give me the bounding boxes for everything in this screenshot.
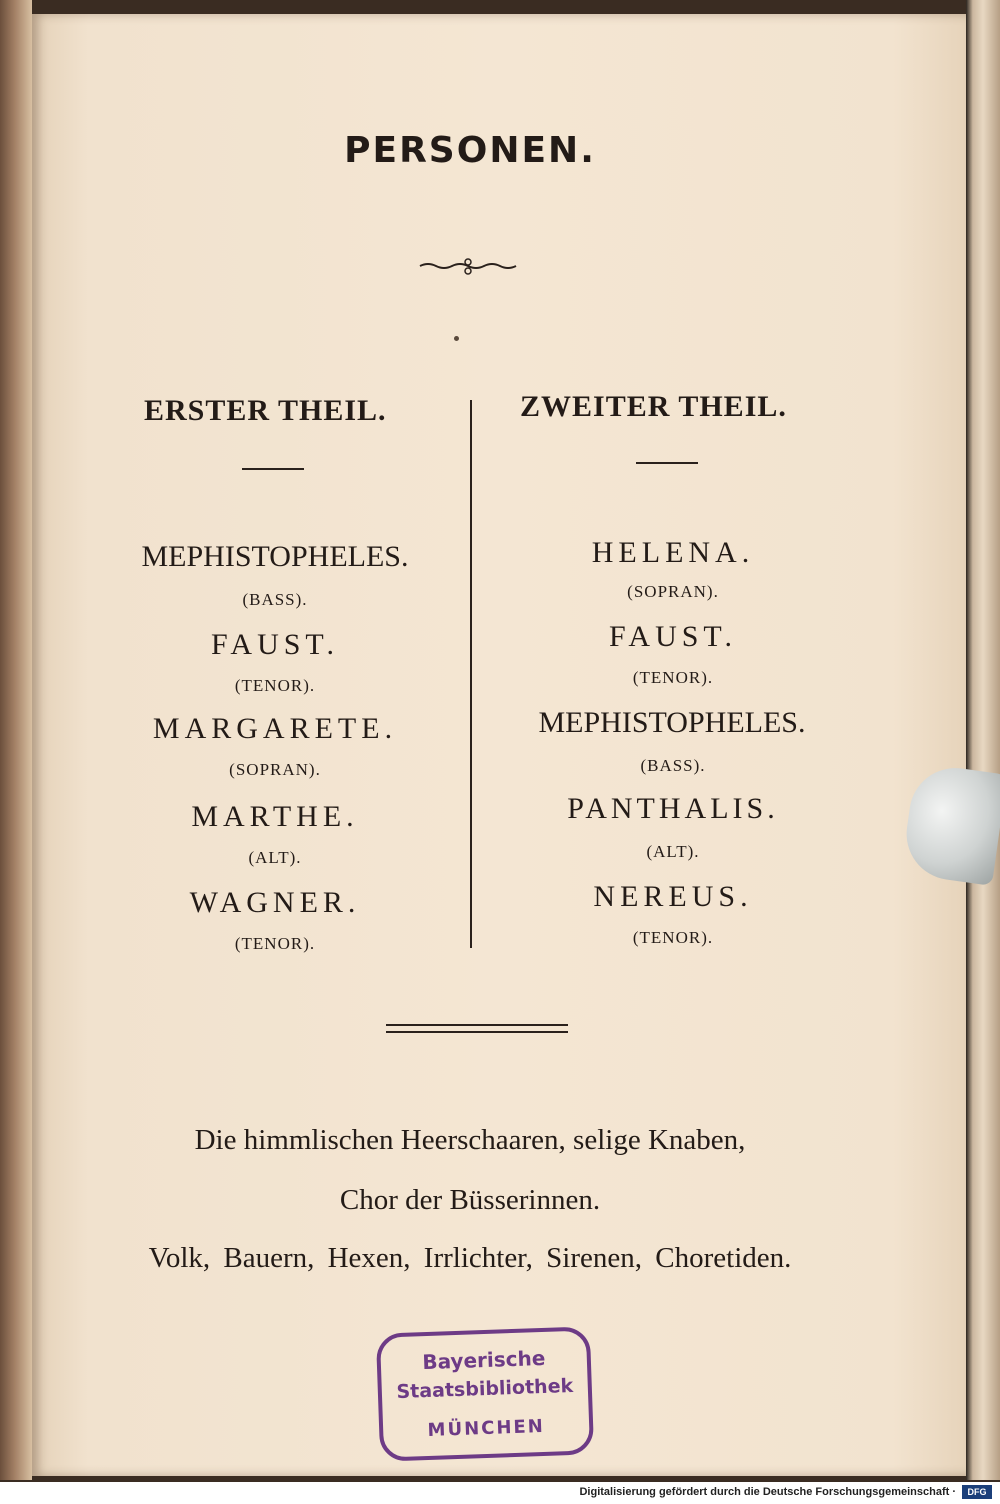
book-right-edge: [966, 0, 1000, 1480]
left-role-name: WAGNER.: [189, 886, 361, 919]
left-role-name: MARTHE.: [191, 800, 359, 833]
stamp-line: Bayerische: [421, 1345, 546, 1375]
right-role-name: HELENA.: [591, 536, 755, 569]
right-heading-rule: [636, 462, 698, 464]
right-role-name: MEPHISTOPHELES.: [538, 706, 806, 739]
double-rule-top: [386, 1024, 568, 1026]
left-role-name: FAUST.: [210, 628, 340, 661]
right-role-voice: (SOPRAN).: [627, 582, 719, 601]
right-role-voice: (TENOR).: [632, 668, 714, 687]
footer-credit: Digitalisierung gefördert durch die Deutsche Forschungsgemeinschaft ·: [579, 1486, 956, 1498]
library-stamp: [376, 1326, 594, 1461]
left-heading-rule: [242, 468, 304, 470]
left-role-name: MARGARETE.: [152, 712, 398, 745]
ornament-flourish: [418, 256, 518, 276]
left-role-voice: (ALT).: [248, 848, 302, 867]
stamp-line: MÜNCHEN: [427, 1415, 546, 1442]
left-role-voice: (BASS).: [242, 590, 308, 609]
right-column-heading: ZWEITER THEIL.: [520, 390, 787, 423]
right-role-name: PANTHALIS.: [567, 792, 779, 825]
chorus-line: Die himmlischen Heerschaaren, selige Knaben,: [194, 1124, 746, 1156]
left-role-voice: (TENOR).: [234, 934, 316, 953]
ink-dot: [454, 336, 459, 341]
left-role-name: MEPHISTOPHELES.: [141, 540, 409, 573]
right-role-voice: (TENOR).: [632, 928, 714, 947]
left-role-voice: (TENOR).: [234, 676, 316, 695]
right-role-name: NEREUS.: [593, 880, 753, 913]
page-title: PERSONEN.: [344, 130, 596, 171]
dfg-logo: DFG: [962, 1485, 992, 1499]
column-divider: [470, 400, 472, 948]
chorus-line: Volk, Bauern, Hexen, Irrlichter, Sirenen, Choretiden.: [148, 1242, 792, 1274]
right-role-name: FAUST.: [608, 620, 738, 653]
right-role-voice: (ALT).: [646, 842, 700, 861]
left-column-heading: ERSTER THEIL.: [144, 394, 387, 427]
double-rule-bottom: [386, 1031, 568, 1033]
left-role-voice: (SOPRAN).: [229, 760, 321, 779]
stamp-line: Staatsbibliothek: [396, 1374, 574, 1404]
right-role-voice: (BASS).: [640, 756, 706, 775]
chorus-line: Chor der Büsserinnen.: [339, 1184, 601, 1216]
